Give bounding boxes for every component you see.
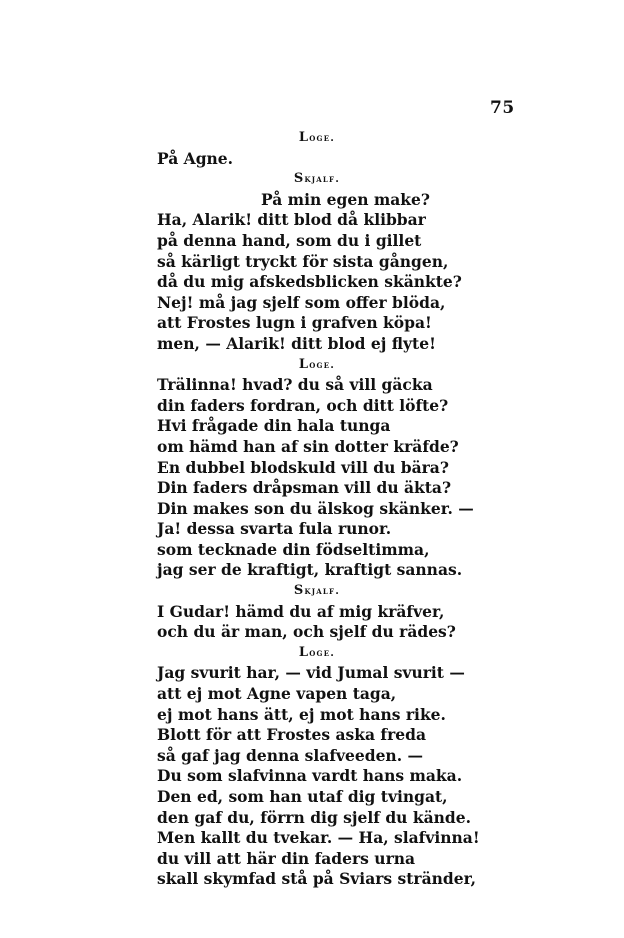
verse-line: Ha, Alarik! ditt blod då klibbar	[157, 210, 426, 230]
page-number: 75	[490, 98, 515, 118]
verse-line: den gaf du, förrn dig sjelf du kände.	[157, 807, 471, 827]
verse-line: på denna hand, som du i gillet	[157, 230, 422, 250]
speaker-label: Loge.	[298, 130, 336, 145]
verse-line: Din makes son du älskog skänker. —	[157, 498, 474, 518]
speaker-label: Loge.	[298, 644, 336, 660]
verse-line: ej mot hans ätt, ej mot hans rike.	[157, 704, 446, 724]
verse-line: Ja! dessa svarta fula runor.	[157, 519, 392, 539]
poem-text	[157, 128, 480, 890]
verse-line: Den ed, som han utaf dig tvingat,	[157, 787, 448, 806]
verse-line: Nej! må jag sjelf som offer blöda,	[157, 292, 446, 312]
verse-line: I Gudar! hämd du af mig kräfver,	[157, 601, 445, 621]
verse-line: om hämd han af sin dotter kräfde?	[157, 436, 459, 456]
verse-line: På min egen make?	[261, 189, 430, 209]
speaker-label: Skjalf.	[293, 171, 341, 187]
verse-line: att ej mot Agne vapen taga,	[157, 684, 397, 704]
verse-line: Hvi frågade din hala tunga	[157, 416, 391, 436]
verse-line: Jag svurit har, — vid Jumal svurit —	[157, 663, 465, 683]
verse-line: som tecknade din födseltimma,	[157, 539, 430, 559]
verse-line: så kärligt tryckt för sista gången,	[157, 251, 449, 271]
verse-line: En dubbel blodskuld vill du bära?	[157, 457, 449, 477]
verse-line: och du är man, och sjelf du rädes?	[157, 622, 456, 642]
verse-line: skall skymfad stå på Sviars stränder,	[157, 869, 477, 889]
verse-line: jag ser de kraftigt, kraftigt sannas.	[157, 560, 463, 580]
speaker-label: Loge.	[298, 356, 336, 372]
speaker-label: Skjalf.	[293, 583, 341, 599]
verse-line: då du mig afskedsblicken skänkte?	[157, 272, 462, 292]
verse-line: Din faders dråpsman vill du äkta?	[157, 478, 452, 498]
verse-line: men, — Alarik! ditt blod ej flyte!	[157, 333, 436, 353]
verse-line: att Frostes lugn i grafven köpa!	[157, 313, 432, 333]
verse-line: Du som slafvinna vardt hans maka.	[157, 766, 463, 786]
verse-line: På Agne.	[157, 148, 234, 168]
verse-line: du vill att här din faders urna	[157, 848, 416, 868]
verse-line: Men kallt du tvekar. — Ha, slafvinna!	[157, 828, 480, 848]
verse-line: Blott för att Frostes aska freda	[157, 725, 427, 745]
verse-line: din faders fordran, och ditt löfte?	[157, 395, 449, 415]
verse-line: så gaf jag denna slafveeden. —	[157, 745, 423, 765]
verse-line: Trälinna! hvad? du så vill gäcka	[157, 375, 433, 395]
